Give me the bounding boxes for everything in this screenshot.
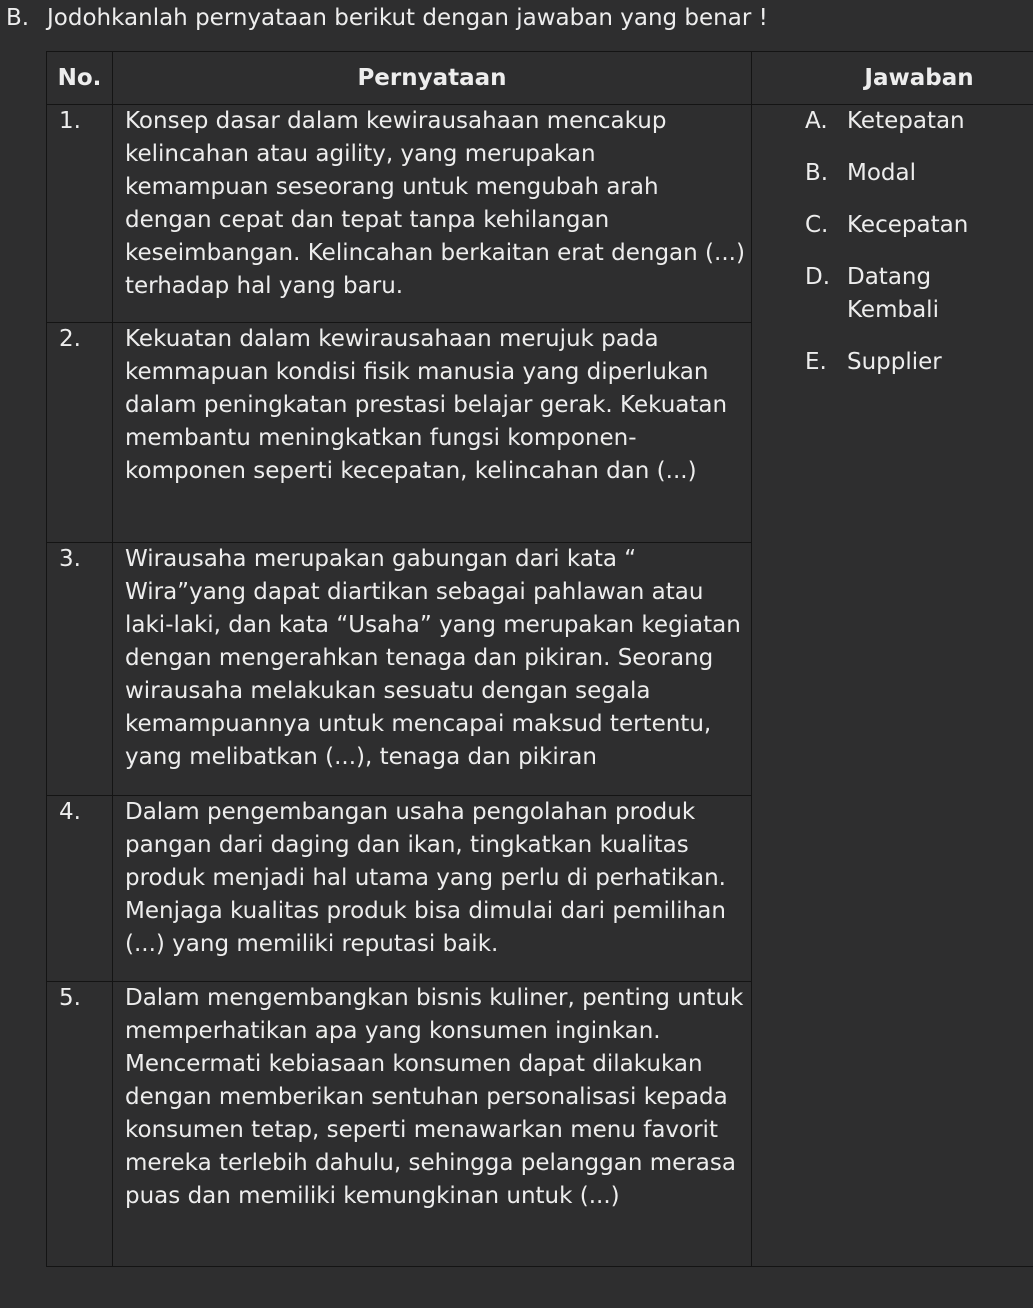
answer-option xyxy=(805,157,1033,190)
statement-cell: Kekuatan dalam kewirausahaan merujuk pada kemmapuan kondisi fisik manusia yang diperlukan dalam peningkatan prestasi belajar gerak. Kekuatan membantu meningkatkan fungsi komponen-komponen seperti kecepatan, kelincahan dan (...) xyxy=(113,323,752,543)
statement-cell: Dalam mengembangkan bisnis kuliner, penting untuk memperhatikan apa yang konsumen inginkan. Mencermati kebiasaan konsumen dapat dilakukan dengan memberikan sentuhan personalisasi kepada konsumen tetap, seperti menawarkan menu favorit mereka terlebih dahulu, sehingga pelanggan merasa puas dan memiliki kemungkinan untuk (...) xyxy=(113,982,752,1267)
answer-text: Ketepatan xyxy=(847,108,965,134)
exercise-heading xyxy=(6,2,768,35)
answer-option xyxy=(805,105,1033,138)
answer-text: Supplier xyxy=(847,349,942,375)
answer-label: E. xyxy=(805,349,827,375)
answer-option xyxy=(805,209,1033,242)
answer-column xyxy=(752,105,1033,1267)
matching-table xyxy=(46,51,1033,1267)
header-statement: Pernyataan xyxy=(113,52,752,105)
row-number: 4. xyxy=(47,796,113,982)
section-letter: B. xyxy=(6,5,30,31)
row-number: 1. xyxy=(47,105,113,323)
header-answer: Jawaban xyxy=(752,52,1033,105)
statement-cell: Dalam pengembangan usaha pengolahan produk pangan dari daging dan ikan, tingkatkan kualitas produk menjadi hal utama yang perlu di perhatikan. Menjaga kualitas produk bisa dimulai dari pemilihan (...) yang memiliki reputasi baik. xyxy=(113,796,752,982)
statement-cell: Wirausaha merupakan gabungan dari kata “ Wira”yang dapat diartikan sebagai pahlawan atau laki-laki, dan kata “Usaha” yang merupakan kegiatan dengan mengerahkan tenaga dan pikiran. Seorang wirausaha melakukan sesuatu dengan segala kemampuannya untuk mencapai maksud tertentu, yang melibatkan (...), tenaga dan pikiran xyxy=(113,543,752,796)
row-number: 5. xyxy=(47,982,113,1267)
answer-option xyxy=(805,261,1033,327)
answer-text: Datang Kembali xyxy=(847,264,939,323)
answer-option xyxy=(805,346,1033,379)
answer-label: B. xyxy=(805,160,829,186)
answer-label: D. xyxy=(805,264,831,290)
instruction-text: Jodohkanlah pernyataan berikut dengan jawaban yang benar ! xyxy=(47,5,768,31)
row-number: 3. xyxy=(47,543,113,796)
answer-text: Kecepatan xyxy=(847,212,969,238)
table-header-row xyxy=(47,52,1033,105)
row-number: 2. xyxy=(47,323,113,543)
header-no: No. xyxy=(47,52,113,105)
answer-label: A. xyxy=(805,108,828,134)
answer-text: Modal xyxy=(847,160,916,186)
answer-label: C. xyxy=(805,212,829,238)
answer-list xyxy=(805,105,1033,398)
table-row xyxy=(47,105,1033,323)
statement-cell: Konsep dasar dalam kewirausahaan mencakup kelincahan atau agility, yang merupakan kemampuan seseorang untuk mengubah arah dengan cepat dan tepat tanpa kehilangan keseimbangan. Kelincahan berkaitan erat dengan (...) terhadap hal yang baru. xyxy=(113,105,752,323)
